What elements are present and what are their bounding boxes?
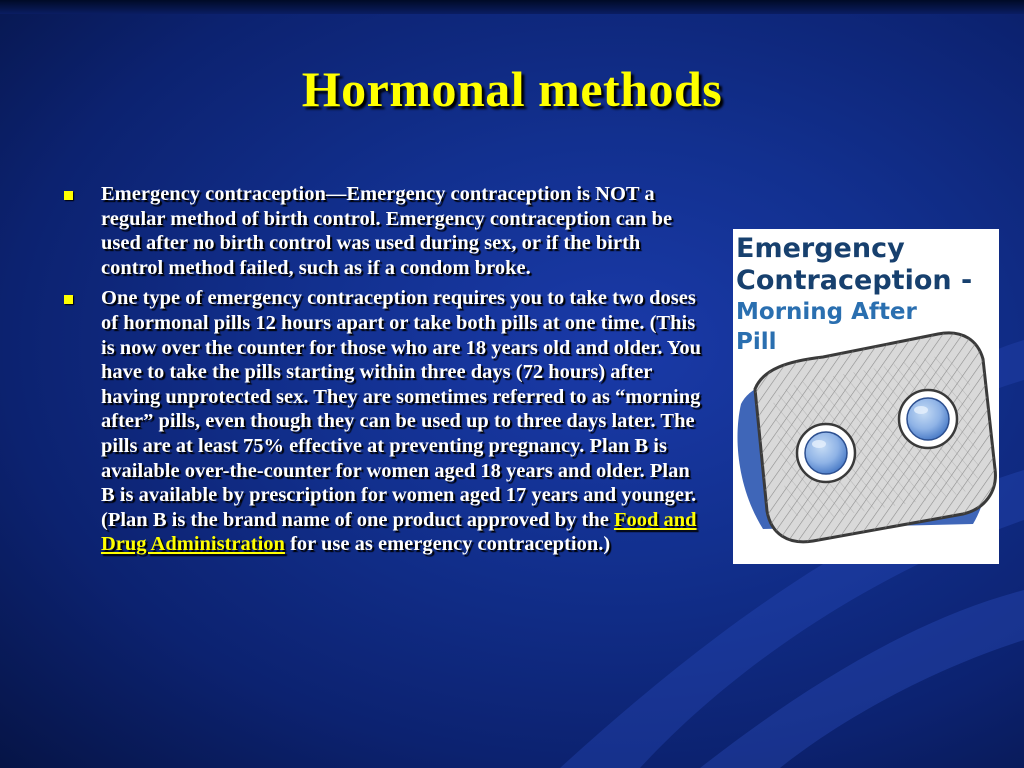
bullet-item — [62, 182, 702, 280]
emergency-contraception-image — [733, 229, 999, 564]
image-subheading-line1: Morning After — [736, 299, 917, 325]
image-heading-line1: Emergency — [736, 233, 905, 264]
bullet-text: Emergency contraception—Emergency contraception is NOT a regular method of birth control. Emergency contraception can be used after no birth control was used during sex, or if the birth control method failed, such as if a condom broke. — [101, 183, 673, 279]
fda-link[interactable]: Food and Drug Administration — [101, 508, 697, 556]
slide-title: Hormonal methods — [301, 61, 723, 117]
bullet-text-tail: for use as emergency contraception.) — [284, 533, 611, 556]
bullet-item — [62, 286, 702, 557]
square-bullet-icon — [64, 295, 73, 304]
pill-blister-pack-icon — [733, 229, 999, 564]
image-subheading-line2: Pill — [736, 329, 777, 355]
bullet-list — [62, 182, 702, 563]
image-heading-line2: Contraception - — [736, 265, 973, 296]
top-dark-band — [0, 0, 1024, 14]
square-bullet-icon — [64, 191, 73, 200]
bullet-text: One type of emergency contraception requires you to take two doses of hormonal pills 12 hours apart or take both pills at one time. (This is now over the counter for those who are 18 years old and older. You have to take the pills starting within three days (72 hours) after having unprotected sex. They are sometimes referred to as “morning after” pills, even though they can be used up to three days later. The pills are at least 75% effective at preventing pregnancy. Plan B is available over-the-counter for women aged 18 years and older. Plan B is available by prescription for women aged 17 years and younger. (Plan B is the brand name of one product approved by the — [101, 287, 702, 531]
